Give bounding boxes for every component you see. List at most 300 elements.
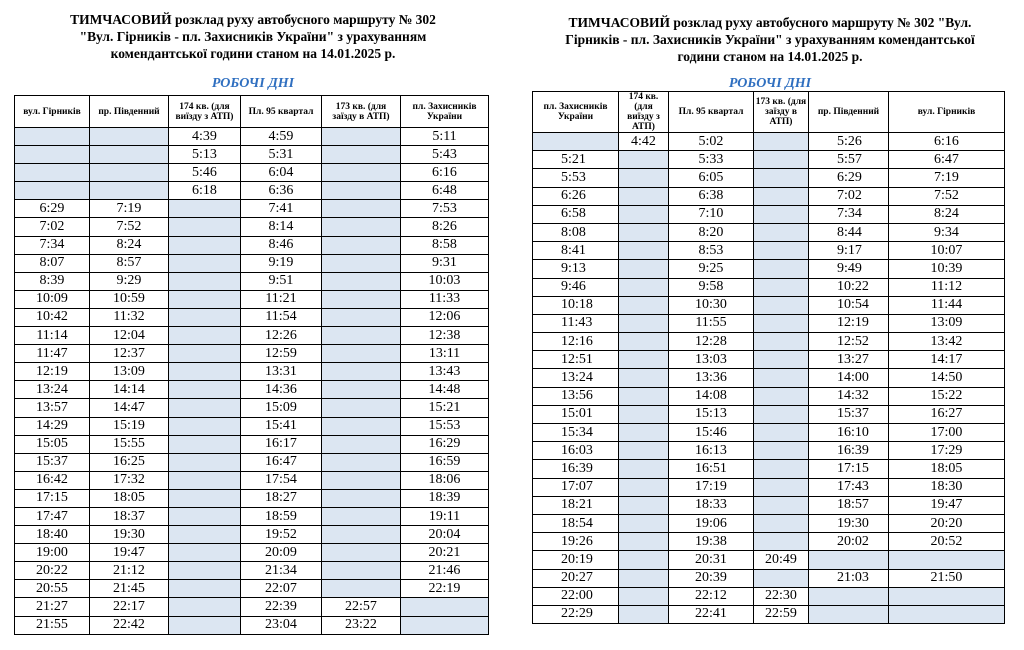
left-table-row <box>15 182 489 200</box>
left-title-line3: комендантської години станом на 14.01.2025 р. <box>110 46 396 61</box>
left-time-cell: 16:47 <box>241 453 322 471</box>
right-table-row <box>533 496 1005 514</box>
right-title-line1: ТИМЧАСОВИЙ розклад руху автобусного маршруту № 302 "Вул. <box>568 15 972 30</box>
left-time-cell <box>169 218 241 236</box>
left-header-cell: пл. Захисників України <box>401 96 489 128</box>
left-time-cell: 12:19 <box>15 363 90 381</box>
left-time-cell: 16:29 <box>401 435 489 453</box>
right-time-cell: 18:05 <box>889 460 1005 478</box>
right-time-cell: 17:19 <box>669 478 754 496</box>
right-time-cell: 10:30 <box>669 296 754 314</box>
left-time-cell <box>322 399 401 417</box>
right-time-cell <box>619 205 669 223</box>
left-table-row <box>15 562 489 580</box>
right-time-cell <box>754 278 809 296</box>
left-time-cell: 19:47 <box>90 544 169 562</box>
right-time-cell <box>619 533 669 551</box>
right-time-cell: 8:44 <box>809 223 889 241</box>
right-time-cell: 4:42 <box>619 133 669 151</box>
left-time-cell: 22:42 <box>90 616 169 634</box>
right-table-row <box>533 187 1005 205</box>
left-time-cell <box>322 182 401 200</box>
left-time-cell: 12:38 <box>401 327 489 345</box>
left-time-cell: 8:26 <box>401 218 489 236</box>
right-time-cell: 9:25 <box>669 260 754 278</box>
right-time-cell <box>619 496 669 514</box>
left-time-cell: 5:11 <box>401 128 489 146</box>
left-time-cell: 15:09 <box>241 399 322 417</box>
right-time-cell: 10:39 <box>889 260 1005 278</box>
left-time-cell: 21:12 <box>90 562 169 580</box>
right-time-cell: 19:38 <box>669 533 754 551</box>
right-time-cell: 12:19 <box>809 314 889 332</box>
left-time-cell: 18:59 <box>241 507 322 525</box>
right-time-cell: 11:12 <box>889 278 1005 296</box>
left-time-cell: 16:42 <box>15 471 90 489</box>
left-title <box>14 11 492 62</box>
left-table-row <box>15 489 489 507</box>
right-time-cell: 22:59 <box>754 605 809 623</box>
left-table-row <box>15 254 489 272</box>
left-time-cell <box>169 327 241 345</box>
right-table-row <box>533 514 1005 532</box>
left-time-cell: 20:09 <box>241 544 322 562</box>
left-time-cell: 15:19 <box>90 417 169 435</box>
left-time-cell: 22:17 <box>90 598 169 616</box>
right-time-cell: 22:29 <box>533 605 619 623</box>
right-table-row <box>533 460 1005 478</box>
left-time-cell: 7:41 <box>241 200 322 218</box>
right-time-cell: 17:43 <box>809 478 889 496</box>
right-time-cell <box>889 551 1005 569</box>
left-time-cell <box>169 345 241 363</box>
left-time-cell: 5:31 <box>241 146 322 164</box>
left-time-cell: 19:11 <box>401 507 489 525</box>
right-time-cell: 9:58 <box>669 278 754 296</box>
left-time-cell: 12:04 <box>90 327 169 345</box>
right-time-cell <box>754 169 809 187</box>
left-time-cell <box>169 580 241 598</box>
right-time-cell: 14:08 <box>669 387 754 405</box>
left-time-cell <box>169 526 241 544</box>
left-time-cell: 8:07 <box>15 254 90 272</box>
right-time-cell: 9:13 <box>533 260 619 278</box>
right-header-cell: пр. Південний <box>809 92 889 133</box>
left-time-cell <box>169 290 241 308</box>
left-time-cell <box>15 128 90 146</box>
right-table-row <box>533 351 1005 369</box>
right-time-cell: 11:55 <box>669 314 754 332</box>
right-time-cell: 18:57 <box>809 496 889 514</box>
left-table-row <box>15 345 489 363</box>
right-table-row <box>533 533 1005 551</box>
left-time-cell: 10:42 <box>15 308 90 326</box>
right-time-cell <box>754 296 809 314</box>
right-time-cell <box>619 278 669 296</box>
left-schedule-table <box>14 95 489 635</box>
left-time-cell: 10:03 <box>401 272 489 290</box>
right-time-cell: 16:10 <box>809 424 889 442</box>
left-time-cell: 18:40 <box>15 526 90 544</box>
left-time-cell: 12:37 <box>90 345 169 363</box>
left-time-cell: 13:24 <box>15 381 90 399</box>
right-time-cell: 16:39 <box>809 442 889 460</box>
left-time-cell: 20:04 <box>401 526 489 544</box>
left-header-cell: пр. Південний <box>90 96 169 128</box>
left-time-cell: 5:13 <box>169 146 241 164</box>
left-time-cell: 6:36 <box>241 182 322 200</box>
right-time-cell: 7:10 <box>669 205 754 223</box>
right-time-cell <box>754 405 809 423</box>
right-time-cell <box>619 605 669 623</box>
right-time-cell: 15:46 <box>669 424 754 442</box>
right-time-cell: 9:17 <box>809 242 889 260</box>
right-time-cell: 8:53 <box>669 242 754 260</box>
right-table-row <box>533 133 1005 151</box>
left-table-row <box>15 417 489 435</box>
right-time-cell: 21:03 <box>809 569 889 587</box>
right-time-cell <box>754 314 809 332</box>
left-time-cell <box>322 218 401 236</box>
right-time-cell: 13:03 <box>669 351 754 369</box>
left-time-cell: 11:21 <box>241 290 322 308</box>
left-time-cell <box>322 526 401 544</box>
right-time-cell: 6:38 <box>669 187 754 205</box>
left-time-cell <box>322 254 401 272</box>
right-time-cell: 20:02 <box>809 533 889 551</box>
left-time-cell: 4:59 <box>241 128 322 146</box>
right-time-cell <box>619 314 669 332</box>
left-time-cell: 8:24 <box>90 236 169 254</box>
left-table-row <box>15 146 489 164</box>
left-time-cell: 21:55 <box>15 616 90 634</box>
left-time-cell: 14:48 <box>401 381 489 399</box>
right-time-cell <box>754 369 809 387</box>
right-time-cell: 6:16 <box>889 133 1005 151</box>
right-time-cell <box>619 242 669 260</box>
left-time-cell: 22:19 <box>401 580 489 598</box>
right-table-row <box>533 278 1005 296</box>
left-time-cell: 6:29 <box>15 200 90 218</box>
right-table-row <box>533 587 1005 605</box>
left-table-row <box>15 580 489 598</box>
right-time-cell <box>754 460 809 478</box>
right-time-cell: 10:18 <box>533 296 619 314</box>
left-time-cell <box>169 200 241 218</box>
left-time-cell: 13:57 <box>15 399 90 417</box>
right-title-line2: Гірників - пл. Захисників України" з урахуванням комендантської <box>565 32 975 47</box>
left-time-cell <box>169 363 241 381</box>
right-time-cell: 10:54 <box>809 296 889 314</box>
left-time-cell: 17:54 <box>241 471 322 489</box>
left-time-cell <box>322 146 401 164</box>
left-table-row <box>15 526 489 544</box>
left-time-cell: 23:22 <box>322 616 401 634</box>
left-time-cell <box>322 363 401 381</box>
right-time-cell: 19:06 <box>669 514 754 532</box>
left-time-cell: 18:05 <box>90 489 169 507</box>
left-time-cell: 14:14 <box>90 381 169 399</box>
right-title <box>530 14 1010 65</box>
right-time-cell <box>619 569 669 587</box>
left-time-cell: 4:39 <box>169 128 241 146</box>
right-time-cell: 19:30 <box>809 514 889 532</box>
right-time-cell: 8:41 <box>533 242 619 260</box>
right-table-row <box>533 605 1005 623</box>
right-time-cell <box>754 496 809 514</box>
right-time-cell: 12:28 <box>669 333 754 351</box>
right-time-cell: 5:02 <box>669 133 754 151</box>
right-header-row <box>533 92 1005 133</box>
right-schedule-table <box>532 91 1005 624</box>
left-table-row <box>15 544 489 562</box>
right-table-row <box>533 260 1005 278</box>
right-time-cell: 19:26 <box>533 533 619 551</box>
right-time-cell: 22:41 <box>669 605 754 623</box>
right-table-row <box>533 151 1005 169</box>
right-time-cell <box>754 223 809 241</box>
right-table-row <box>533 369 1005 387</box>
right-table-row <box>533 569 1005 587</box>
left-time-cell: 21:34 <box>241 562 322 580</box>
right-time-cell <box>754 151 809 169</box>
left-time-cell: 7:53 <box>401 200 489 218</box>
left-time-cell <box>322 471 401 489</box>
right-time-cell: 22:00 <box>533 587 619 605</box>
right-time-cell: 16:03 <box>533 442 619 460</box>
right-table-row <box>533 333 1005 351</box>
left-header-row <box>15 96 489 128</box>
right-time-cell <box>754 569 809 587</box>
right-time-cell: 20:20 <box>889 514 1005 532</box>
left-time-cell: 20:22 <box>15 562 90 580</box>
left-time-cell <box>15 164 90 182</box>
right-time-cell: 16:13 <box>669 442 754 460</box>
right-time-cell: 9:34 <box>889 223 1005 241</box>
left-table-row <box>15 200 489 218</box>
left-time-cell: 5:43 <box>401 146 489 164</box>
right-time-cell: 5:33 <box>669 151 754 169</box>
left-time-cell <box>322 200 401 218</box>
right-time-cell <box>619 333 669 351</box>
right-time-cell <box>619 296 669 314</box>
left-table-row <box>15 308 489 326</box>
right-time-cell: 6:05 <box>669 169 754 187</box>
right-time-cell: 22:30 <box>754 587 809 605</box>
left-time-cell: 15:41 <box>241 417 322 435</box>
left-time-cell <box>90 128 169 146</box>
left-time-cell <box>169 254 241 272</box>
right-time-cell: 19:47 <box>889 496 1005 514</box>
left-time-cell <box>401 598 489 616</box>
left-time-cell: 13:43 <box>401 363 489 381</box>
left-time-cell <box>169 598 241 616</box>
right-time-cell <box>619 351 669 369</box>
left-time-cell: 21:45 <box>90 580 169 598</box>
right-time-cell: 11:44 <box>889 296 1005 314</box>
left-time-cell: 22:07 <box>241 580 322 598</box>
left-time-cell: 17:47 <box>15 507 90 525</box>
left-time-cell: 7:34 <box>15 236 90 254</box>
right-time-cell: 7:34 <box>809 205 889 223</box>
left-time-cell: 11:47 <box>15 345 90 363</box>
left-time-cell <box>169 489 241 507</box>
left-time-cell: 18:06 <box>401 471 489 489</box>
right-header-cell: Пл. 95 квартал <box>669 92 754 133</box>
right-time-cell: 20:49 <box>754 551 809 569</box>
right-time-cell: 6:58 <box>533 205 619 223</box>
left-time-cell: 6:16 <box>401 164 489 182</box>
left-header-cell: 173 кв. (для заїзду в АТП) <box>322 96 401 128</box>
left-table-row <box>15 164 489 182</box>
left-table-row <box>15 507 489 525</box>
right-time-cell: 17:00 <box>889 424 1005 442</box>
left-header-cell: вул. Гірників <box>15 96 90 128</box>
right-table-row <box>533 314 1005 332</box>
left-table-row <box>15 435 489 453</box>
right-time-cell: 22:12 <box>669 587 754 605</box>
left-time-cell: 9:31 <box>401 254 489 272</box>
left-time-cell: 12:59 <box>241 345 322 363</box>
right-time-cell: 13:56 <box>533 387 619 405</box>
left-time-cell: 11:14 <box>15 327 90 345</box>
right-time-cell: 10:07 <box>889 242 1005 260</box>
left-table-row <box>15 453 489 471</box>
right-time-cell: 18:54 <box>533 514 619 532</box>
right-time-cell: 20:27 <box>533 569 619 587</box>
right-table-row <box>533 551 1005 569</box>
left-time-cell: 18:37 <box>90 507 169 525</box>
left-time-cell <box>169 544 241 562</box>
right-time-cell <box>809 605 889 623</box>
right-time-cell <box>619 424 669 442</box>
left-time-cell: 10:59 <box>90 290 169 308</box>
right-time-cell: 6:26 <box>533 187 619 205</box>
right-time-cell: 12:16 <box>533 333 619 351</box>
left-table-row <box>15 236 489 254</box>
left-time-cell: 13:11 <box>401 345 489 363</box>
right-table-row <box>533 424 1005 442</box>
left-time-cell: 13:09 <box>90 363 169 381</box>
left-time-cell: 12:26 <box>241 327 322 345</box>
right-time-cell: 6:47 <box>889 151 1005 169</box>
left-time-cell: 5:46 <box>169 164 241 182</box>
right-time-cell <box>809 587 889 605</box>
right-time-cell <box>533 133 619 151</box>
left-time-cell: 15:37 <box>15 453 90 471</box>
right-time-cell: 18:33 <box>669 496 754 514</box>
left-time-cell: 19:52 <box>241 526 322 544</box>
right-time-cell: 14:00 <box>809 369 889 387</box>
right-header-cell: 173 кв. (для заїзду в АТП) <box>754 92 809 133</box>
left-time-cell <box>169 435 241 453</box>
right-time-cell: 17:29 <box>889 442 1005 460</box>
right-time-cell <box>754 424 809 442</box>
left-time-cell <box>169 471 241 489</box>
right-table-row <box>533 478 1005 496</box>
right-time-cell <box>619 260 669 278</box>
right-time-cell <box>619 387 669 405</box>
left-time-cell: 17:15 <box>15 489 90 507</box>
left-time-cell: 9:29 <box>90 272 169 290</box>
right-time-cell <box>619 442 669 460</box>
right-table-row <box>533 205 1005 223</box>
right-time-cell: 12:51 <box>533 351 619 369</box>
right-time-cell: 15:34 <box>533 424 619 442</box>
left-time-cell <box>169 562 241 580</box>
left-time-cell: 18:27 <box>241 489 322 507</box>
right-time-cell: 21:50 <box>889 569 1005 587</box>
left-time-cell <box>90 182 169 200</box>
right-time-cell: 12:52 <box>809 333 889 351</box>
left-time-cell <box>322 128 401 146</box>
left-time-cell <box>322 562 401 580</box>
left-time-cell <box>90 146 169 164</box>
right-time-cell <box>619 587 669 605</box>
left-time-cell: 22:39 <box>241 598 322 616</box>
right-time-cell: 14:32 <box>809 387 889 405</box>
left-table-row <box>15 290 489 308</box>
left-time-cell <box>169 507 241 525</box>
left-time-cell <box>169 616 241 634</box>
left-time-cell: 16:17 <box>241 435 322 453</box>
left-time-cell: 18:39 <box>401 489 489 507</box>
right-time-cell <box>619 405 669 423</box>
left-table-row <box>15 128 489 146</box>
left-header-cell: Пл. 95 квартал <box>241 96 322 128</box>
right-time-cell <box>619 478 669 496</box>
left-time-cell <box>169 453 241 471</box>
right-time-cell <box>754 333 809 351</box>
right-time-cell <box>754 533 809 551</box>
left-time-cell <box>90 164 169 182</box>
right-time-cell <box>754 242 809 260</box>
right-time-cell <box>889 605 1005 623</box>
left-time-cell: 9:19 <box>241 254 322 272</box>
left-time-cell: 6:48 <box>401 182 489 200</box>
left-time-cell: 8:39 <box>15 272 90 290</box>
right-table-row <box>533 405 1005 423</box>
left-title-line1: ТИМЧАСОВИЙ розклад руху автобусного маршруту № 302 <box>70 12 436 27</box>
right-time-cell: 7:02 <box>809 187 889 205</box>
left-time-cell <box>322 236 401 254</box>
left-time-cell: 6:04 <box>241 164 322 182</box>
left-table-row <box>15 272 489 290</box>
left-time-cell <box>15 182 90 200</box>
right-table-row <box>533 223 1005 241</box>
left-subtitle: РОБОЧІ ДНІ <box>211 76 295 91</box>
left-time-cell: 23:04 <box>241 616 322 634</box>
right-time-cell: 13:27 <box>809 351 889 369</box>
right-time-cell: 14:50 <box>889 369 1005 387</box>
right-time-cell <box>754 387 809 405</box>
left-time-cell: 11:54 <box>241 308 322 326</box>
right-time-cell: 20:52 <box>889 533 1005 551</box>
left-time-cell: 21:46 <box>401 562 489 580</box>
right-time-cell: 15:13 <box>669 405 754 423</box>
left-time-cell: 7:19 <box>90 200 169 218</box>
right-time-cell <box>754 133 809 151</box>
right-time-cell: 11:43 <box>533 314 619 332</box>
right-table-row <box>533 169 1005 187</box>
right-time-cell <box>754 351 809 369</box>
left-time-cell <box>169 236 241 254</box>
left-time-cell <box>15 146 90 164</box>
left-time-cell <box>322 580 401 598</box>
right-time-cell: 14:17 <box>889 351 1005 369</box>
left-time-cell: 17:32 <box>90 471 169 489</box>
left-time-cell: 7:52 <box>90 218 169 236</box>
